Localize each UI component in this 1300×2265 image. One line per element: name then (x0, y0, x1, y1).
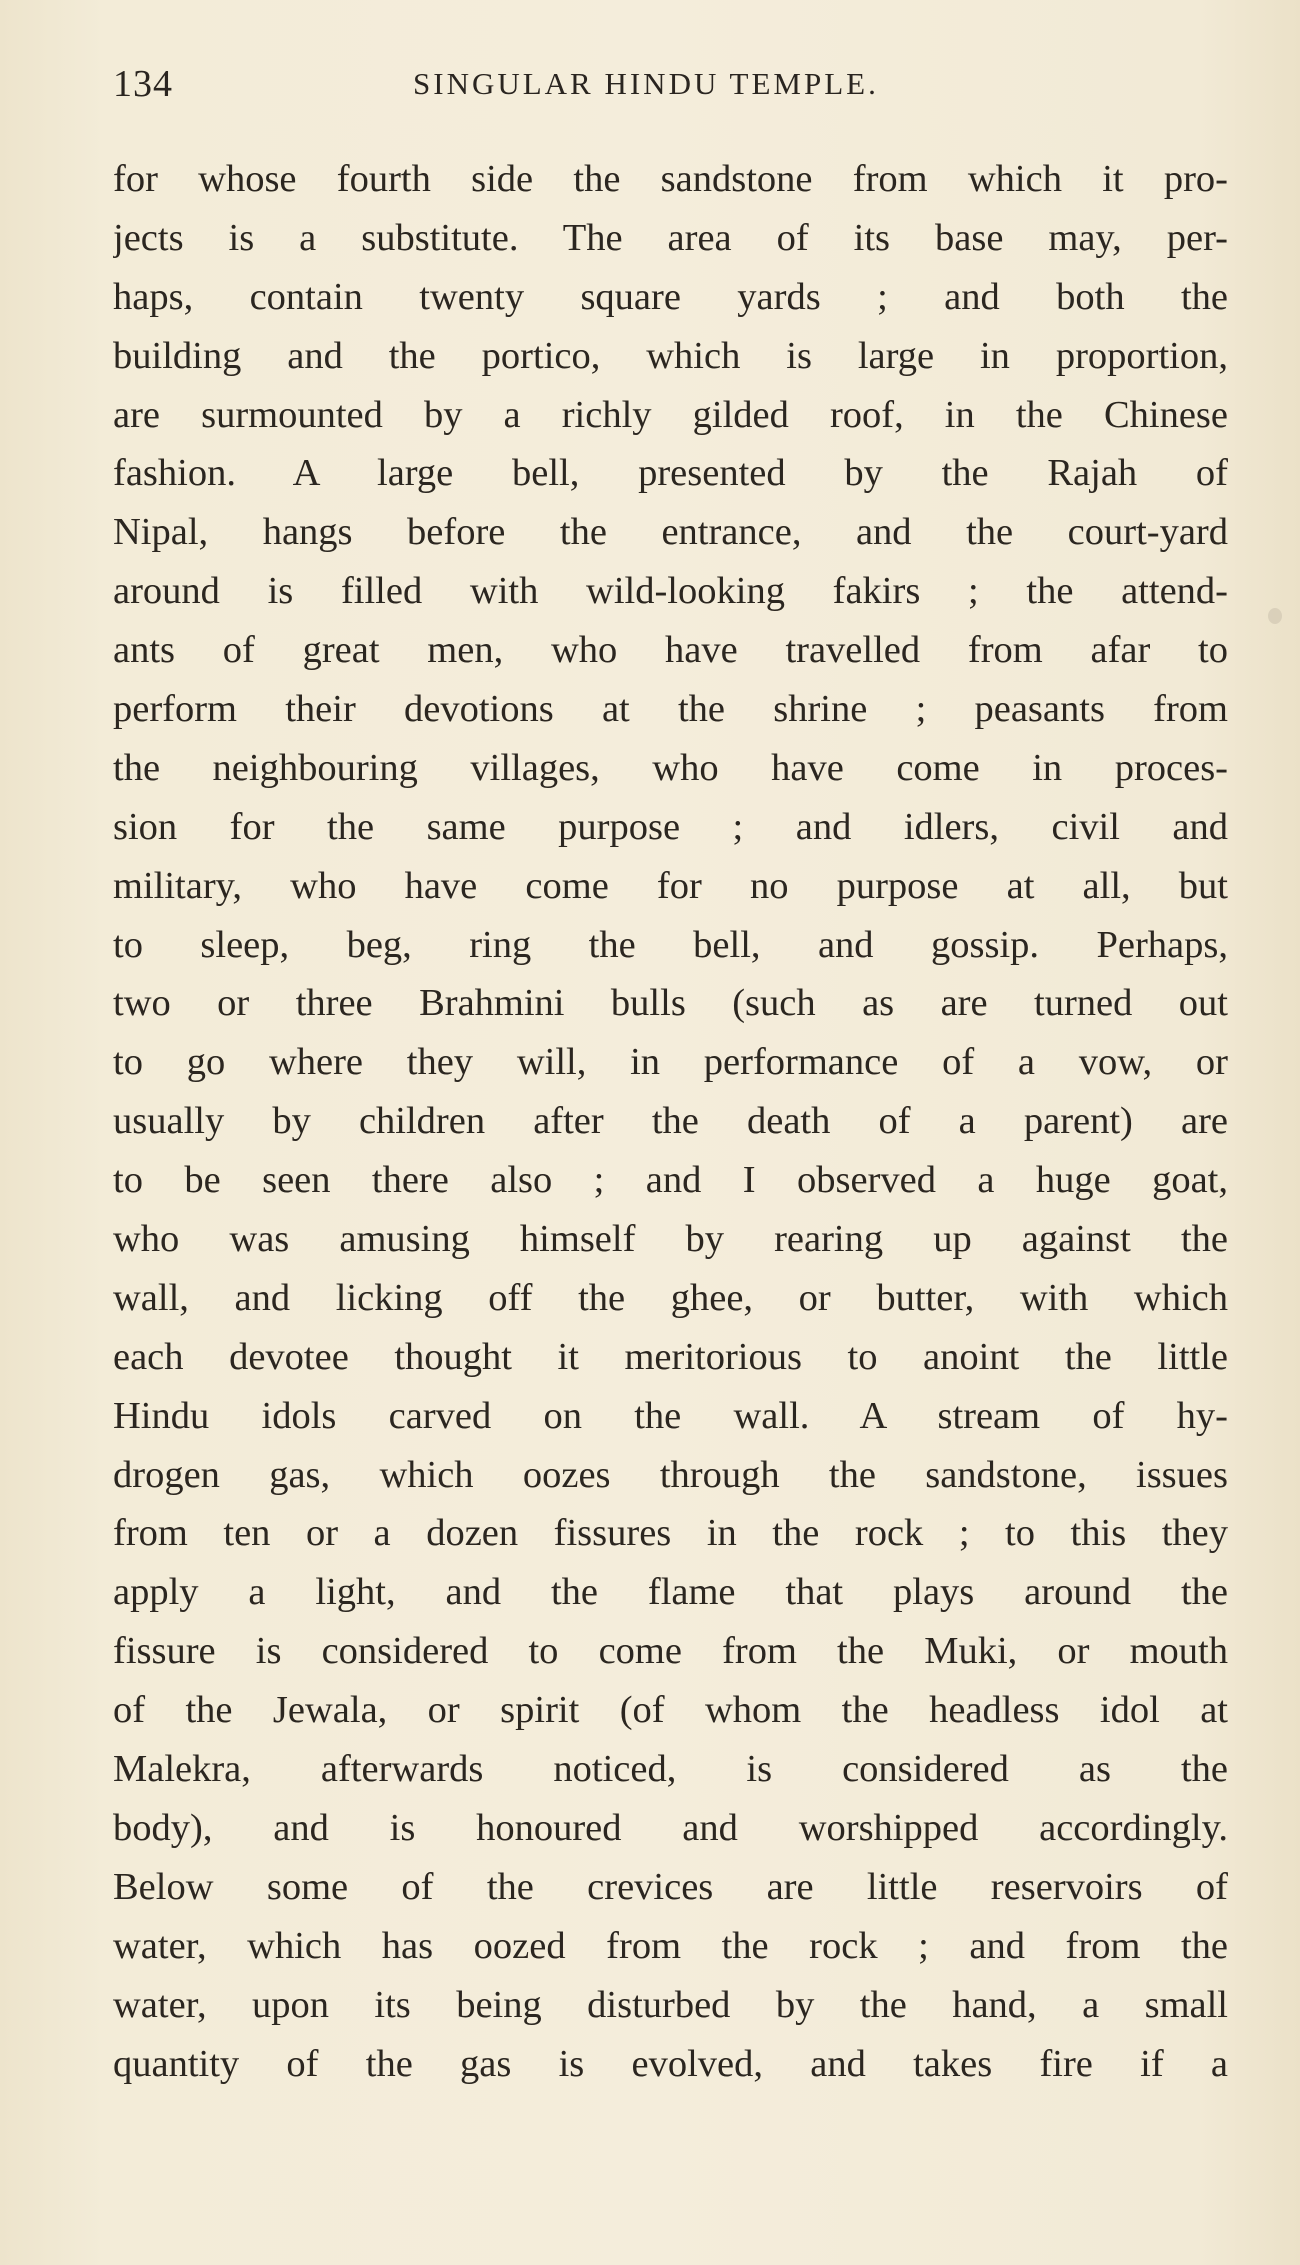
text-line: to sleep, beg, ring the bell, and gossip. Perhaps, (113, 923, 1228, 966)
text-line: sion for the same purpose ; and idlers, civil and (113, 805, 1228, 848)
text-line: building and the portico, which is large in proportion, (113, 334, 1228, 377)
text-line: drogen gas, which oozes through the sandstone, issues (113, 1453, 1228, 1496)
text-line: apply a light, and the flame that plays around the (113, 1571, 1228, 1614)
text-line: to be seen there also ; and I observed a huge goat, (113, 1159, 1228, 1202)
text-line: are surmounted by a richly gilded roof, in the Chinese (113, 393, 1228, 436)
text-line: who was amusing himself by rearing up against the (113, 1218, 1228, 1261)
body-text (113, 150, 1228, 2093)
text-line: jects is a substitute. The area of its base may, per- (113, 216, 1228, 259)
paper-blemish (1268, 608, 1282, 624)
text-line: military, who have come for no purpose at all, but (113, 864, 1228, 907)
text-line: quantity of the gas is evolved, and takes fire if a (113, 2042, 1228, 2085)
text-line: two or three Brahmini bulls (such as are turned out (113, 982, 1228, 1025)
text-line: around is filled with wild-looking fakirs ; the attend- (113, 570, 1228, 613)
text-line: Malekra, afterwards noticed, is considered as the (113, 1748, 1228, 1791)
text-line: haps, contain twenty square yards ; and both the (113, 275, 1228, 318)
text-line: Nipal, hangs before the entrance, and the court-yard (113, 511, 1228, 554)
text-line: the neighbouring villages, who have come in proces- (113, 746, 1228, 789)
running-head (113, 62, 1223, 122)
text-line: to go where they will, in performance of a vow, or (113, 1041, 1228, 1084)
text-line: fashion. A large bell, presented by the Rajah of (113, 452, 1228, 495)
text-line: water, which has oozed from the rock ; and from the (113, 1924, 1228, 1967)
text-line: body), and is honoured and worshipped accordingly. (113, 1806, 1228, 1849)
text-line: ants of great men, who have travelled from afar to (113, 629, 1228, 672)
text-line: Below some of the crevices are little reservoirs of (113, 1865, 1228, 1908)
page-number: 134 (113, 63, 173, 105)
text-line: for whose fourth side the sandstone from which it pro- (113, 158, 1228, 200)
running-title: SINGULAR HINDU TEMPLE. (413, 66, 879, 101)
text-line: perform their devotions at the shrine ; peasants from (113, 688, 1228, 731)
text-line: wall, and licking off the ghee, or butter, with which (113, 1276, 1228, 1319)
text-line: from ten or a dozen fissures in the rock ; to this they (113, 1512, 1228, 1555)
text-line: fissure is considered to come from the Muki, or mouth (113, 1630, 1228, 1673)
text-line: Hindu idols carved on the wall. A stream of hy- (113, 1394, 1228, 1437)
text-line: usually by children after the death of a parent) are (113, 1100, 1228, 1143)
text-line: of the Jewala, or spirit (of whom the headless idol at (113, 1689, 1228, 1732)
text-line: each devotee thought it meritorious to anoint the little (113, 1335, 1228, 1378)
text-line: water, upon its being disturbed by the hand, a small (113, 1983, 1228, 2026)
